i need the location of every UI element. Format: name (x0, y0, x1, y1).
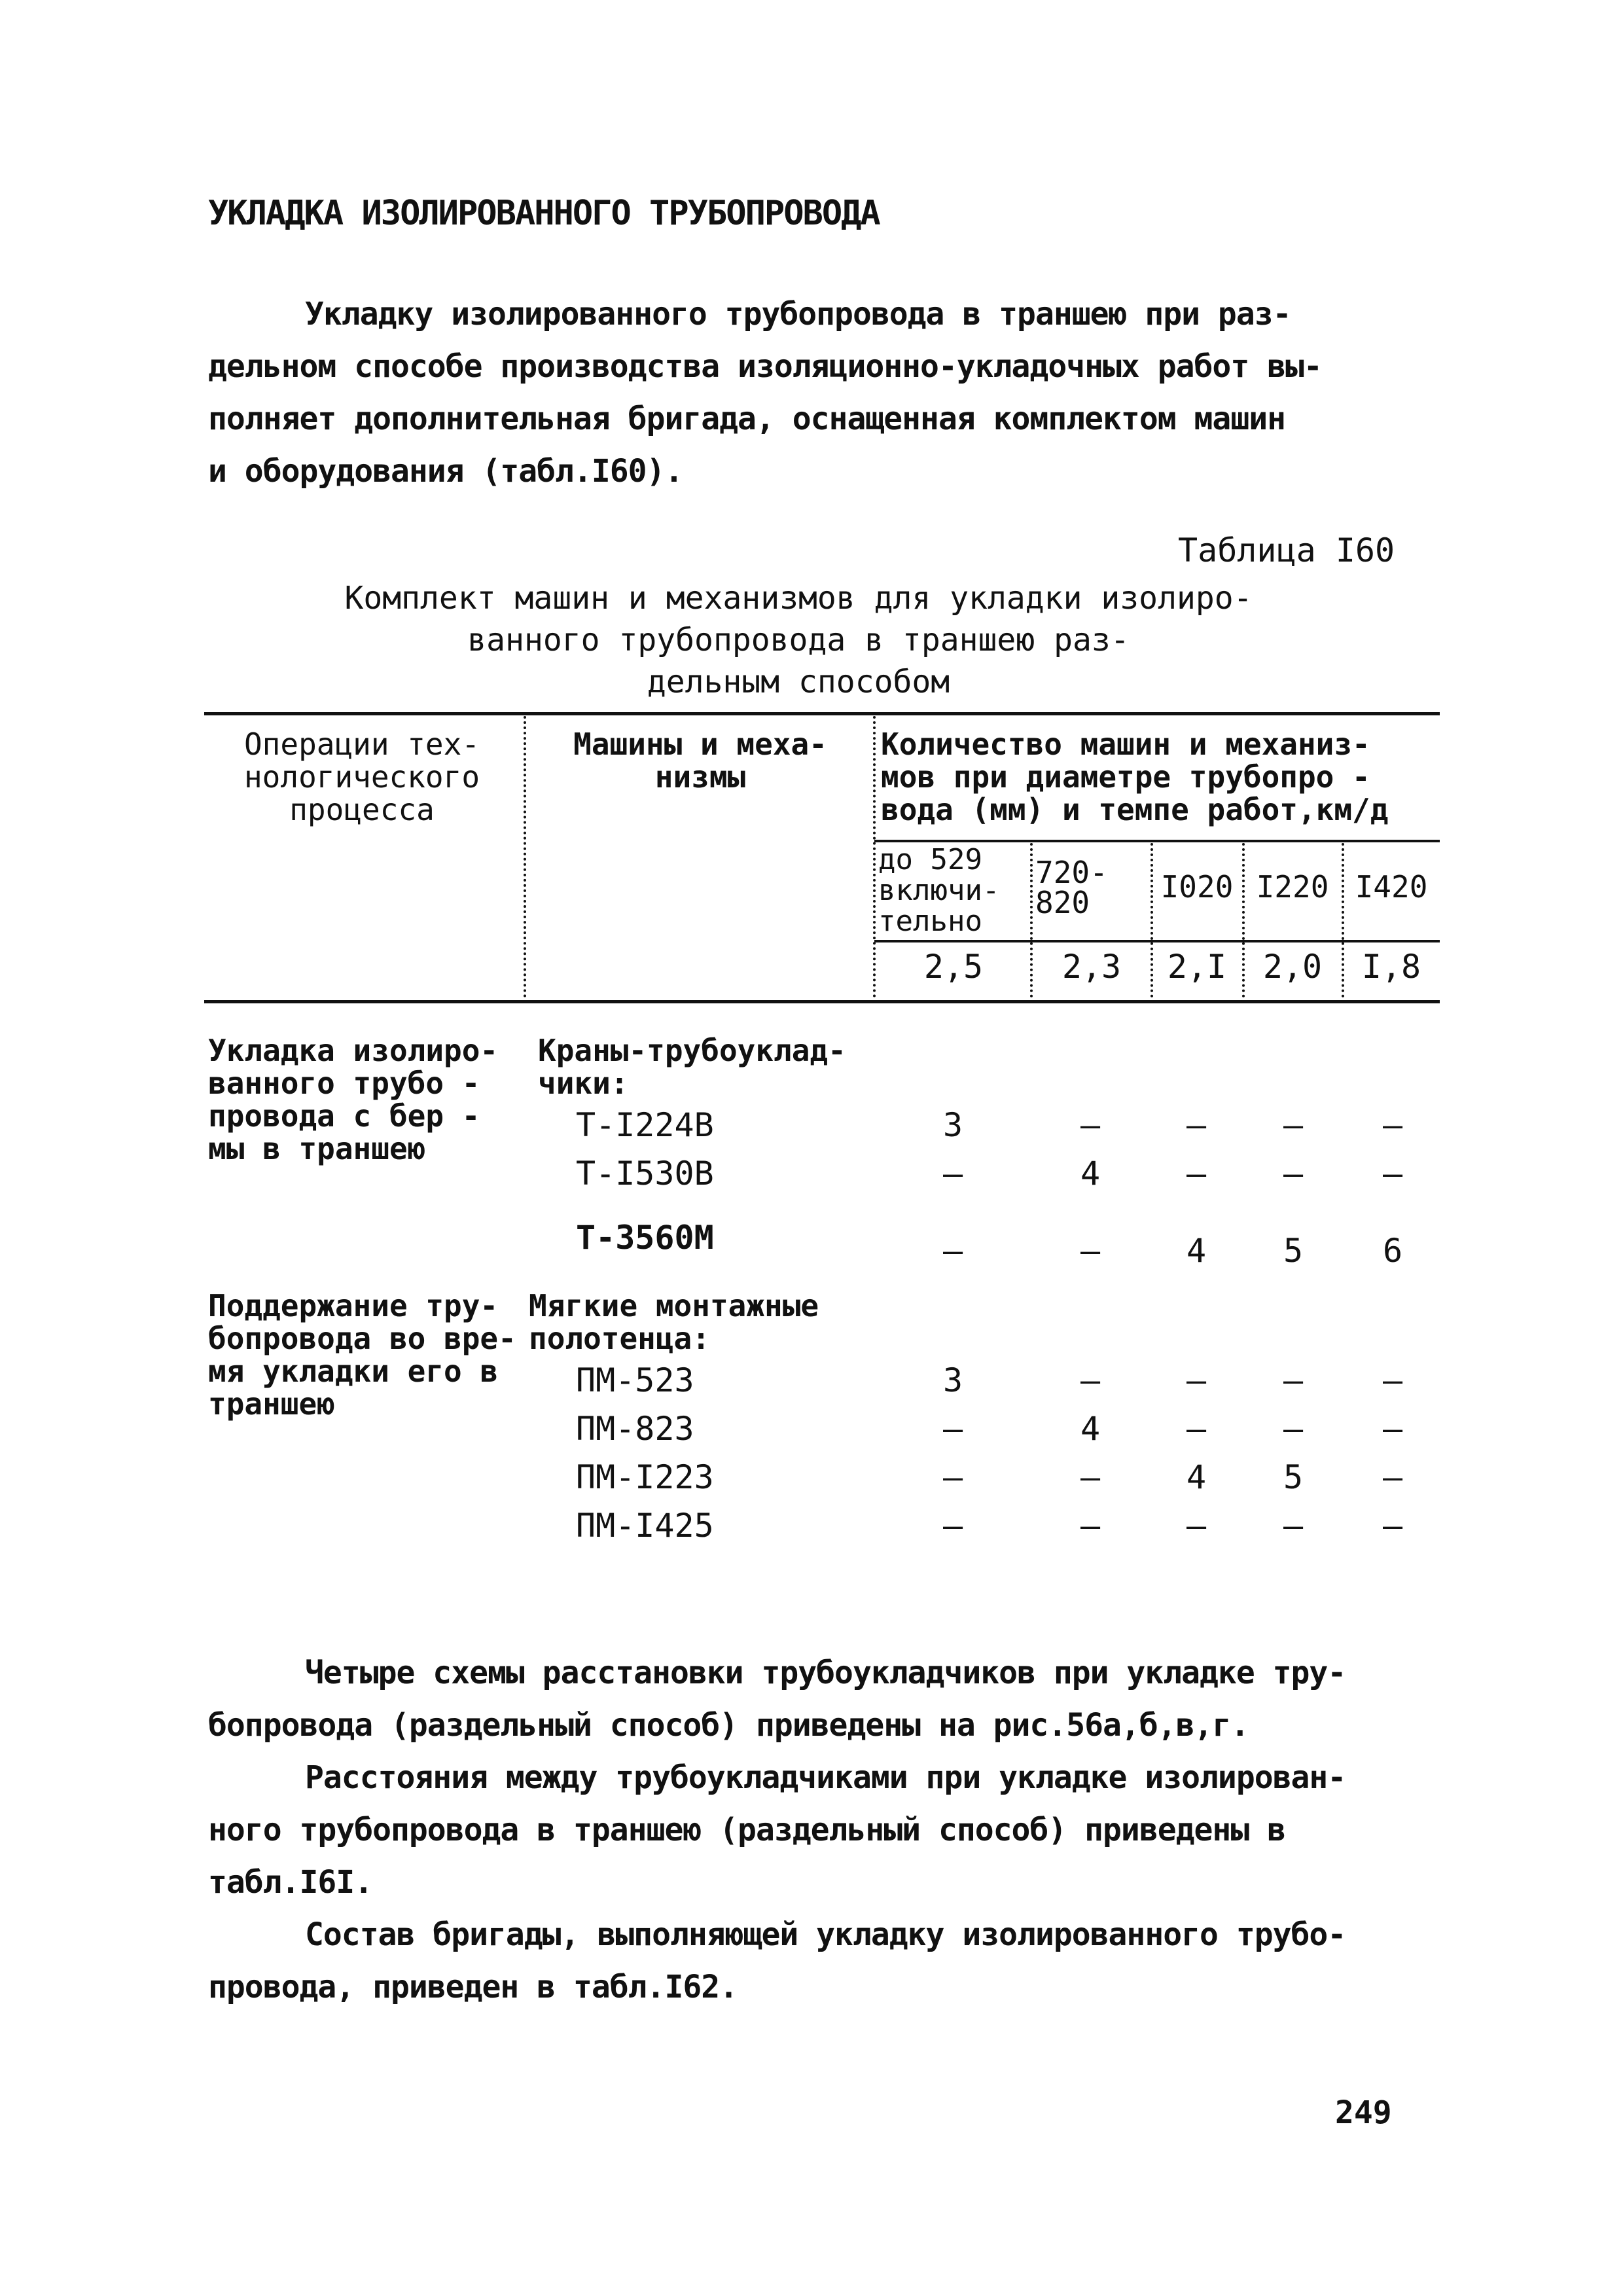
quantity-cell: 4 (1080, 1155, 1101, 1193)
column-divider (1030, 843, 1033, 997)
header-line: процесса (289, 792, 435, 827)
quantity-cell: 4 (1080, 1410, 1101, 1448)
text-line: дельном способе производства изоляционно-укладочных работ вы- (208, 348, 1322, 385)
text-line: провода, приведен в табл.I62. (208, 1969, 738, 2005)
quantity-cell: – (1186, 1106, 1207, 1144)
quantity-cell: – (1382, 1361, 1403, 1399)
operation-line: Поддержание тру- (208, 1288, 499, 1323)
quantity-cell: – (942, 1458, 963, 1496)
text-line: табл.I6I. (208, 1864, 373, 1901)
quantity-cell: – (1283, 1410, 1304, 1448)
quantity-cell: – (1283, 1361, 1304, 1399)
quantity-cell: 6 (1382, 1232, 1403, 1270)
operation-line: мы в траншею (208, 1131, 426, 1166)
caption-line: ванного трубопровода в траншею раз- (467, 622, 1130, 658)
header-diameter-529 (878, 844, 1029, 937)
operation-cell (208, 1034, 498, 1165)
machine-name: ПМ-523 (576, 1361, 694, 1399)
header-line: 820 (1035, 885, 1090, 920)
quantity-cell: – (1080, 1507, 1101, 1545)
operation-line: ванного трубо - (208, 1066, 480, 1101)
machine-name: Т-I224В (576, 1106, 714, 1144)
machine-name: ПМ-I223 (576, 1458, 714, 1496)
page-number: 249 (1335, 2094, 1392, 2131)
text-line: ного трубопровода в траншею (раздельный способ) приведены в (208, 1812, 1286, 1848)
operation-line: траншею (208, 1386, 335, 1422)
operation-line: Укладка изолиро- (208, 1033, 499, 1068)
operation-line: провода с бер - (208, 1098, 480, 1134)
header-line: до 529 (878, 843, 982, 876)
column-divider (873, 716, 876, 997)
quantity-cell: 4 (1186, 1458, 1207, 1496)
header-tempo: 2,3 (1061, 948, 1122, 986)
quantity-cell: – (1186, 1155, 1207, 1193)
quantity-cell: 5 (1283, 1458, 1304, 1496)
column-divider (1342, 843, 1344, 997)
quantity-cell: – (1186, 1507, 1207, 1545)
quantity-cell: – (1080, 1106, 1101, 1144)
machine-group-title (529, 1289, 819, 1355)
quantity-cell: – (942, 1232, 963, 1270)
intro-paragraph (208, 288, 1399, 497)
header-line: мов при диаметре трубопро - (881, 759, 1370, 795)
text-line: Состав бригады, выполняющей укладку изолированного трубо- (305, 1916, 1346, 1953)
quantity-cell: 4 (1186, 1232, 1207, 1270)
quantity-cell: 5 (1283, 1232, 1304, 1270)
quantity-cell: – (1080, 1458, 1101, 1496)
operation-line: мя укладки его в (208, 1354, 499, 1389)
machine-title-line: полотенца: (529, 1321, 710, 1356)
quantity-cell: 3 (942, 1361, 963, 1399)
header-bottom-rule (204, 1000, 1440, 1003)
header-machines (530, 728, 870, 793)
text-line: полняет дополнительная бригада, оснащенная комплектом машин (208, 401, 1286, 437)
quantity-cell: – (1186, 1410, 1207, 1448)
header-line: Машины и меха- (573, 726, 827, 762)
header-diameter-1020: I020 (1160, 869, 1234, 905)
header-tempo: 2,5 (923, 948, 984, 986)
header-line: вода (мм) и темпе работ,км/д (881, 792, 1389, 827)
text-line: Четыре схемы расстановки трубоукладчиков при укладке тру- (305, 1655, 1346, 1691)
section-heading: УКЛАДКА ИЗОЛИРОВАННОГО ТРУБОПРОВОДА (208, 194, 880, 233)
header-line: включи- (878, 874, 1000, 907)
operation-cell (208, 1289, 516, 1420)
quantity-cell: – (1283, 1106, 1304, 1144)
column-divider (524, 716, 526, 997)
machine-name: ПМ-I425 (576, 1507, 714, 1545)
operation-line: бопровода во вре- (208, 1321, 516, 1356)
quantity-cell: – (942, 1507, 963, 1545)
header-tempo: 2,0 (1262, 948, 1323, 986)
header-line: Операции тех- (243, 726, 480, 762)
closing-text (208, 1647, 1399, 2013)
header-operations (208, 728, 516, 826)
quantity-cell: – (942, 1410, 963, 1448)
quantity-cell: – (1382, 1106, 1403, 1144)
table-label: Таблица I60 (1178, 531, 1395, 569)
header-inner-rule (874, 940, 1440, 942)
text-line: бопровода (раздельный способ) приведены на рис.56а,б,в,г. (208, 1707, 1249, 1744)
caption-line: дельным способом (647, 664, 950, 700)
quantity-cell: – (1186, 1361, 1207, 1399)
text-line: Укладку изолированного трубопровода в траншею при раз- (305, 296, 1291, 332)
header-diameter-1220: I220 (1256, 869, 1329, 905)
header-tempo: 2,I (1167, 948, 1227, 986)
header-line: низмы (654, 759, 746, 795)
machine-name: ПМ-823 (576, 1410, 694, 1448)
machine-name: Т-3560М (576, 1219, 714, 1257)
table-top-rule (204, 712, 1440, 715)
text-line: и оборудования (табл.I60). (208, 453, 683, 490)
header-inner-rule (874, 840, 1440, 842)
machine-group-title (538, 1034, 846, 1100)
quantity-cell: – (1382, 1507, 1403, 1545)
machine-title-line: Краны-трубоуклад- (538, 1033, 846, 1068)
quantity-cell: – (942, 1155, 963, 1193)
quantity-cell: – (1283, 1507, 1304, 1545)
text-line: Расстояния между трубоукладчиками при укладке изолирован- (305, 1759, 1346, 1796)
quantity-cell: – (1080, 1361, 1101, 1399)
header-line: нологического (243, 759, 480, 795)
header-diameter-720 (1035, 857, 1147, 918)
header-tempo: I,8 (1361, 948, 1421, 986)
quantity-cell: 3 (942, 1106, 963, 1144)
quantity-cell: – (1080, 1232, 1101, 1270)
header-line: тельно (878, 905, 982, 938)
caption-line: Комплект машин и механизмов для укладки изолиро- (344, 580, 1253, 617)
quantity-cell: – (1382, 1410, 1403, 1448)
table-caption (203, 577, 1394, 703)
machine-title-line: чики: (538, 1066, 629, 1101)
header-diameter-1420: I420 (1355, 869, 1428, 905)
quantity-cell: – (1382, 1458, 1403, 1496)
quantity-cell: – (1382, 1155, 1403, 1193)
header-line: 720- (1035, 855, 1108, 890)
quantity-cell: – (1283, 1155, 1304, 1193)
machine-title-line: Мягкие монтажные (529, 1288, 819, 1323)
machine-name: Т-I530В (576, 1155, 714, 1193)
header-quantity (881, 728, 1437, 826)
header-line: Количество машин и механиз- (881, 726, 1370, 762)
